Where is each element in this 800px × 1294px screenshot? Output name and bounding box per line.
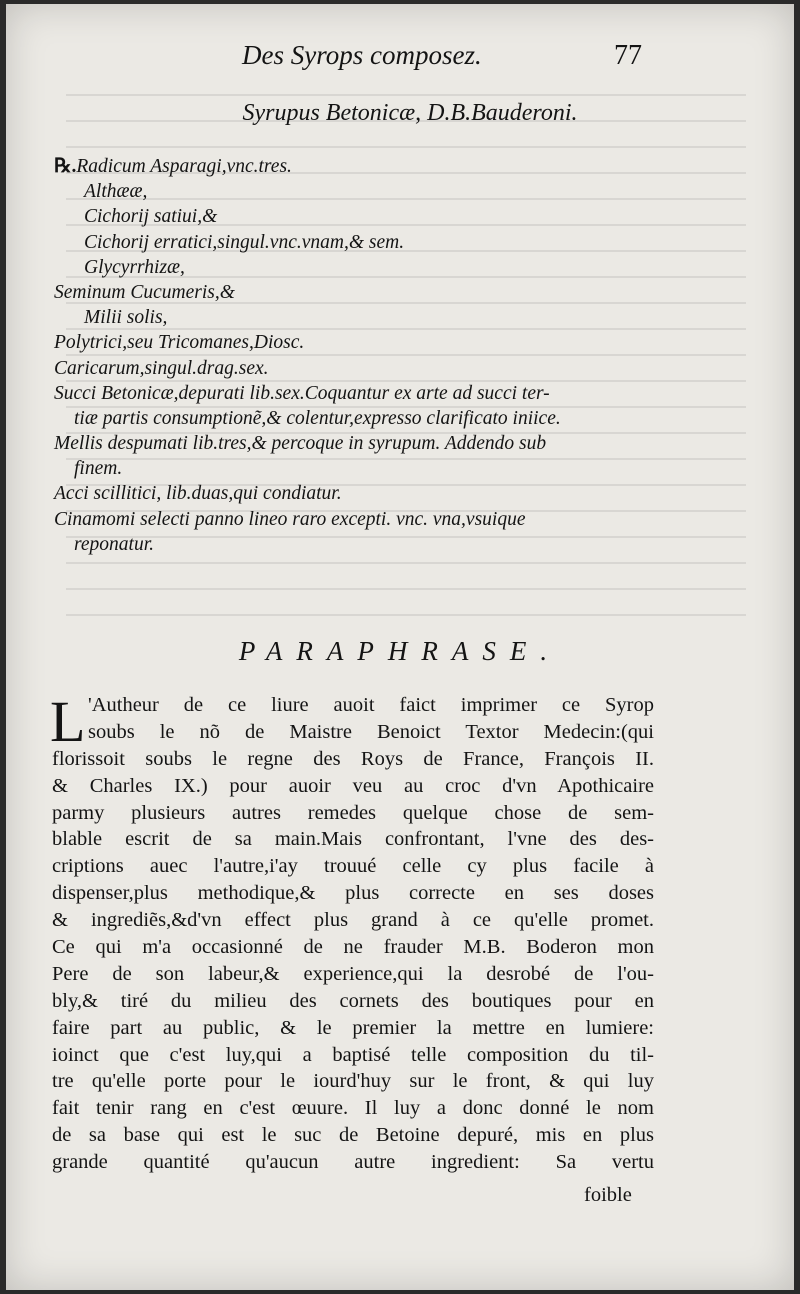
paragraph-line: bly,& tiré du milieu des cornets des boutiques pour en <box>52 989 654 1012</box>
paragraph-line: Ce qui m'a occasionné de ne frauder M.B. Boderon mon <box>52 936 654 959</box>
paragraph-line: Pere de son labeur,& experience,qui la desrobé de l'ou- <box>52 962 654 985</box>
paragraph-line: criptions auec l'autre,i'ay trouué celle cy plus facile à <box>52 855 654 878</box>
paragraph-line: blable escrit de sa main.Mais confrontant, l'vne des des- <box>52 828 654 851</box>
paragraph-line: & ingrediẽs,&d'vn effect plus grand à ce qu'elle promet. <box>52 909 654 932</box>
paraphrase-body <box>50 689 654 1176</box>
recipe-line: Succi Betonicæ,depurati lib.sex.Coquantur ex arte ad succi ter- <box>54 382 550 404</box>
paragraph-line: tre qu'elle porte pour le iourd'huy sur le front, & qui luy <box>52 1070 654 1093</box>
paragraph-line: faire part au public, & le premier la mettre en lumiere: <box>52 1016 654 1039</box>
paragraph-line: dispenser,plus methodique,& plus correcte en ses doses <box>52 882 654 905</box>
recipe-line: Milii solis, <box>84 307 168 329</box>
page-header <box>6 40 794 80</box>
page-number: 77 <box>614 40 642 71</box>
recipe-line: Althææ, <box>84 181 148 203</box>
recipe-line: tiæ partis consumptionẽ,& colentur,expresso clarificato iniice. <box>74 407 561 429</box>
recipe-line: Cichorij erratici,singul.vnc.vnam,& sem. <box>84 231 405 253</box>
book-page <box>6 4 794 1290</box>
running-title: Des Syrops composez. <box>242 40 482 70</box>
catchword: foible <box>584 1184 632 1206</box>
recipe-line: reponatur. <box>74 533 154 555</box>
recipe-line: Mellis despumati lib.tres,& percoque in syrupum. Addendo sub <box>54 433 547 455</box>
drop-cap: L <box>50 689 86 754</box>
recipe-line: Caricarum,singul.drag.sex. <box>54 357 269 379</box>
recipe-line: Glycyrrhizæ, <box>84 256 185 278</box>
recipe-ingredients <box>54 154 694 557</box>
paragraph-line: & Charles IX.) pour auoir veu au croc d'vn Apothicaire <box>52 774 654 797</box>
paragraph-line: de sa base qui est le suc de Betoine depuré, mis en plus <box>52 1124 654 1147</box>
recipe-line: finem. <box>74 458 123 480</box>
paragraph-line: 'Autheur de ce liure auoit faict imprimer ce Syrop <box>88 694 654 716</box>
recipe-line: Seminum Cucumeris,& <box>54 281 235 303</box>
recipe-line: Cinamomi selecti panno lineo raro excepti. vnc. vna,vsuique <box>54 508 526 530</box>
recipe-line: ℞.Radicum Asparagi,vnc.tres. <box>54 156 292 177</box>
recipe-line: Cichorij satiui,& <box>84 206 218 228</box>
paragraph-line: florissoit soubs le regne des Roys de France, François II. <box>52 747 654 770</box>
paragraph-line: grande quantité qu'aucun autre ingredient: Sa vertu <box>52 1151 654 1174</box>
paragraph-line: parmy plusieurs autres remedes quelque chose de sem- <box>52 801 654 824</box>
recipe-line: Polytrici,seu Tricomanes,Diosc. <box>54 332 305 354</box>
paragraph-line: fait tenir rang en c'est œuure. Il luy a donc donné le nom <box>52 1097 654 1120</box>
recipe-title: Syrupus Betonicæ, D.B.Bauderoni. <box>242 100 578 126</box>
section-heading: PARAPHRASE. <box>238 636 562 666</box>
recipe-line: Acci scillitici, lib.duas,qui condiatur. <box>54 483 342 505</box>
paragraph-line: ioinct que c'est luy,qui a baptisé telle composition du til- <box>52 1043 654 1066</box>
paragraph-line: soubs le nõ de Maistre Benoict Textor Medecin:(qui <box>88 720 654 743</box>
